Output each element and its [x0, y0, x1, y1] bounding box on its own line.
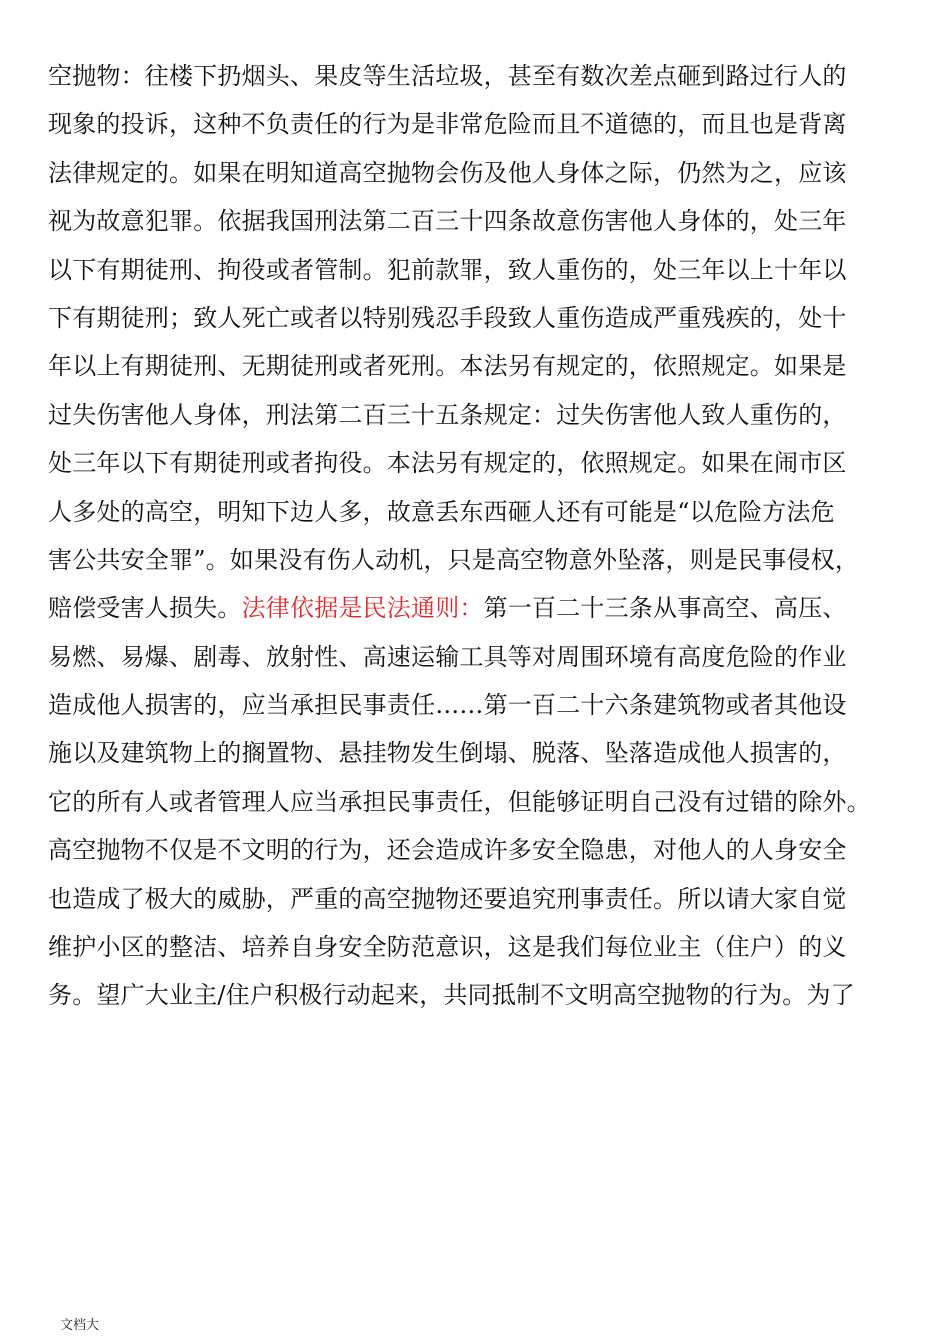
text-line-with-highlight [48, 584, 900, 632]
legal-basis-highlight: 法律依据是民法通则： [241, 594, 484, 623]
text-line: 年以上有期徒刑、无期徒刑或者死刑。本法另有规定的，依照规定。如果是 [48, 352, 847, 381]
text-line: 以下有期徒刑、拘役或者管制。犯前款罪，致人重伤的，处三年以上十年以 [48, 255, 847, 284]
text-line: 它的所有人或者管理人应当承担民事责任，但能够证明自己没有过错的除外。 [48, 787, 871, 816]
text-segment: 第一百二十三条从事高空、高压、 [483, 594, 847, 623]
page-footer-label: 文档大 [60, 1318, 100, 1333]
text-line: 法律规定的。如果在明知道高空抛物会伤及他人身体之际，仍然为之，应该 [48, 158, 847, 187]
text-line: 务。望广大业主/住户积极行动起来，共同抵制不文明高空抛物的行为。为了 [48, 981, 855, 1010]
document-body [48, 52, 900, 1020]
text-line: 视为故意犯罪。依据我国刑法第二百三十四条故意伤害他人身体的，处三年 [48, 207, 847, 236]
text-segment: 赔偿受害人损失。 [48, 594, 242, 623]
text-line: 人多处的高空，明知下边人多，故意丢东西砸人还有可能是“以危险方法危 [48, 497, 835, 526]
text-line: 高空抛物不仅是不文明的行为，还会造成许多安全隐患，对他人的人身安全 [48, 836, 847, 865]
text-line: 维护小区的整洁、培养自身安全防范意识，这是我们每位业主（住户）的义 [48, 933, 847, 962]
text-line: 过失伤害他人身体，刑法第二百三十五条规定：过失伤害他人致人重伤的， [48, 400, 847, 429]
text-line: 害公共安全罪”。如果没有伤人动机，只是高空物意外坠落，则是民事侵权， [48, 545, 860, 574]
text-line: 处三年以下有期徒刑或者拘役。本法另有规定的，依照规定。如果在闹市区 [48, 449, 847, 478]
text-line: 也造成了极大的威胁，严重的高空抛物还要追究刑事责任。所以请大家自觉 [48, 884, 847, 913]
text-line: 现象的投诉，这种不负责任的行为是非常危险而且不道德的，而且也是背离 [48, 110, 847, 139]
text-line: 空抛物：往楼下扔烟头、果皮等生活垃圾，甚至有数次差点砸到路过行人的 [48, 62, 847, 90]
text-line: 下有期徒刑；致人死亡或者以特别残忍手段致人重伤造成严重残疾的，处十 [48, 303, 847, 332]
text-line: 造成他人损害的，应当承担民事责任……第一百二十六条建筑物或者其他设 [48, 691, 847, 720]
text-line: 易燃、易爆、剧毒、放射性、高速运输工具等对周围环境有高度危险的作业 [48, 642, 847, 671]
text-line: 施以及建筑物上的搁置物、悬挂物发生倒塌、脱落、坠落造成他人损害的， [48, 739, 847, 768]
